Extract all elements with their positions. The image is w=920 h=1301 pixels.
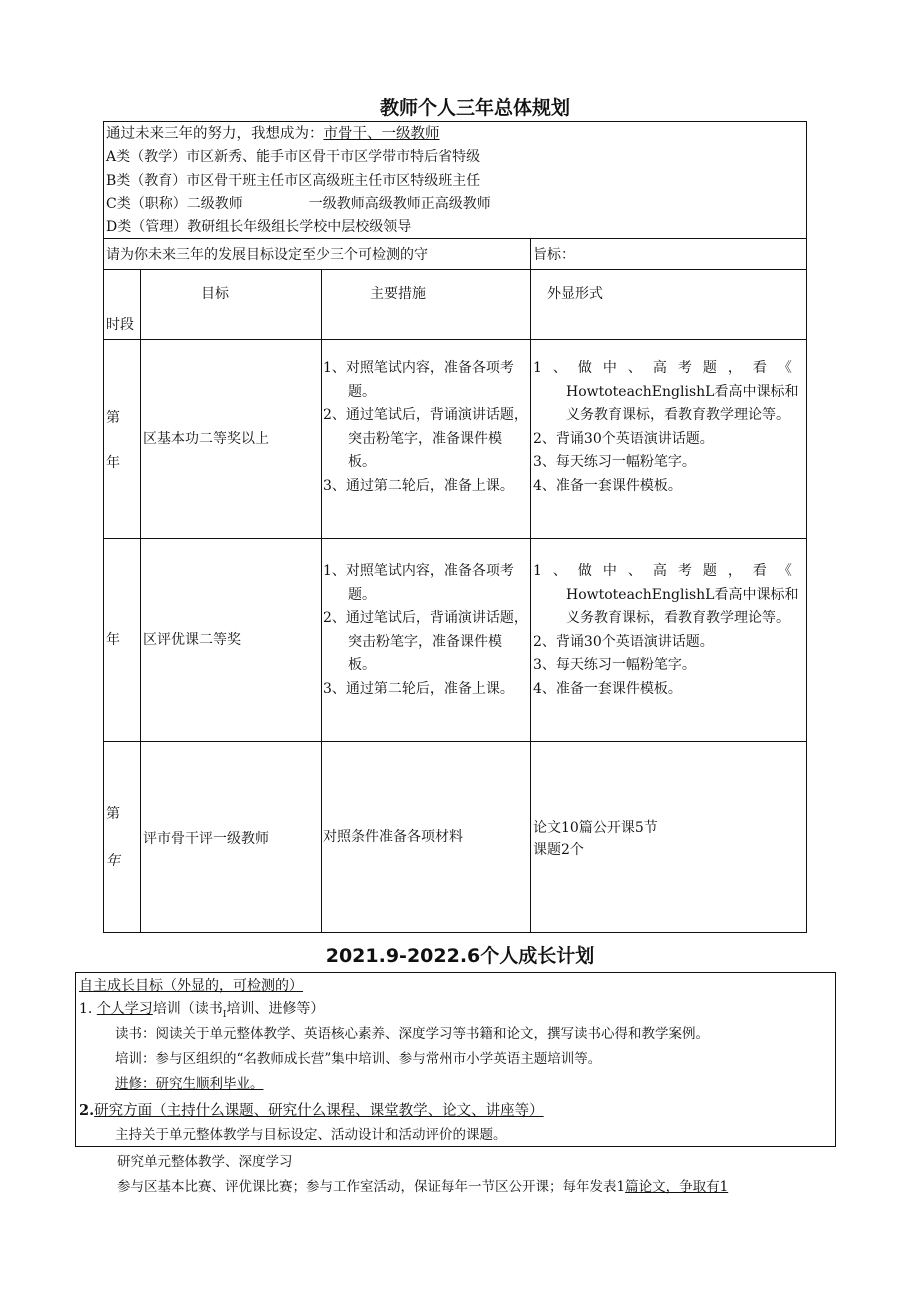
form-item: 3、每天练习一幅粉笔字。 bbox=[533, 454, 696, 470]
row3-forms bbox=[533, 817, 805, 861]
plan-reading: 读书：阅读关于单元整体教学、英语核心素养、深度学习等书籍和论文，撰写读书心得和教学案例。 bbox=[115, 1026, 709, 1042]
measure-item: 3、通过第二轮后，准备上课。 bbox=[323, 477, 514, 494]
row2-goal: 区评优课二等奖 bbox=[143, 632, 241, 648]
plan-section-2 bbox=[79, 1099, 544, 1123]
form-item: 1、做中、高考题，看《 bbox=[533, 360, 803, 376]
intro-line-c bbox=[106, 193, 491, 216]
intro-c-rest: 一级教师高级教师正高级教师 bbox=[308, 196, 491, 212]
form-item: 4、准备一套课件模板。 bbox=[533, 680, 682, 697]
row1-period-a: 第 bbox=[106, 410, 120, 426]
intro-line-d: D类（管理）教研组长年级组长学校中层校级领导 bbox=[106, 219, 412, 235]
row1-measures bbox=[323, 357, 528, 498]
form-item: 3、每天练习一幅粉笔字。 bbox=[533, 657, 696, 673]
section-rest-1: 培训（读书 bbox=[152, 1001, 223, 1017]
measure-item: 1、对照笔试内容，准备各项考题。 bbox=[323, 360, 514, 400]
form-item: 2、背诵30个英语演讲话题。 bbox=[533, 430, 714, 447]
row3-period-a: 第 bbox=[106, 806, 120, 822]
header-form: 外显形式 bbox=[547, 286, 603, 302]
form-item: HowtoteachEnglishL看高中课标和义务教育课标，看教育教学理论等。 bbox=[566, 383, 799, 423]
plan-header bbox=[79, 975, 303, 998]
intro-goal: 市骨干、一级教师 bbox=[323, 126, 440, 142]
plan-participate-a: 参与区基本比赛、评优课比赛；参与工作室活动，保证每年一节区公开课；每年发表1 bbox=[117, 1179, 626, 1195]
section-number: 2. bbox=[79, 1102, 95, 1119]
intro-line-b: B类（教育）市区骨干班主任市区高级班主任市区特级班主任 bbox=[106, 173, 481, 189]
measure-item: 1、对照笔试内容，准备各项考题。 bbox=[323, 563, 514, 603]
plan-header-text: 自主成长目标（外显的，可检测的） bbox=[79, 978, 303, 994]
intro-c-first: C类（职称）二级教师 bbox=[106, 196, 243, 212]
row2-measures bbox=[323, 560, 528, 701]
plan-training: 培训：参与区组织的“名教师成长营”集中培训、参与常州市小学英语主题培训等。 bbox=[115, 1051, 602, 1067]
form-item: 论文10篇公开课5节 bbox=[533, 820, 658, 836]
row3-goal: 评市骨干评一级教师 bbox=[143, 831, 269, 847]
intro-prefix: 通过未来三年的努力，我想成为： bbox=[106, 126, 324, 142]
intro-line-a: A类（教学）市区新秀、能手市区骨干市区学带市特后省特级 bbox=[106, 149, 481, 165]
measure-item: 3、通过第二轮后，准备上课。 bbox=[323, 680, 514, 697]
section-title-2: 研究方面（主持什么课题、研究什么课程、课堂教学、论文、讲座等） bbox=[94, 1103, 544, 1119]
setgoal-prompt: 请为你未来三年的发展目标设定至少三个可检测的守 bbox=[106, 247, 428, 263]
setgoal-label: 旨标： bbox=[533, 247, 575, 263]
section-title-1: 个人学习 bbox=[96, 1001, 153, 1017]
plan-research: 研究单元整体教学、深度学习 bbox=[117, 1154, 293, 1170]
measure-item: 2、通过笔试后，背诵演讲话题，突击粉笔字，准备课件模板。 bbox=[323, 610, 528, 673]
section-tail-1: 培训、进修等） bbox=[226, 1001, 325, 1017]
form-item: 1、做中、高考题，看《 bbox=[533, 563, 803, 579]
plan-participate-b: 篇论文，争取有1 bbox=[625, 1179, 729, 1195]
measure-item: 2、通过笔试后，背诵演讲话题，突击粉笔字，准备课件模板。 bbox=[323, 407, 528, 470]
section-mark: I bbox=[222, 1009, 227, 1020]
page-title: 教师个人三年总体规划 bbox=[379, 97, 570, 119]
row2-forms bbox=[533, 560, 805, 701]
row1-period-b: 年 bbox=[106, 455, 120, 471]
row1-forms bbox=[533, 357, 805, 498]
section-number: 1. bbox=[79, 1001, 93, 1017]
form-item: 2、背诵30个英语演讲话题。 bbox=[533, 633, 714, 650]
row1-goal: 区基本功二等奖以上 bbox=[143, 431, 269, 447]
plan-study-text: 进修：研究生顺利毕业。 bbox=[115, 1076, 264, 1092]
row2-period-b: 年 bbox=[106, 632, 120, 648]
plan-host: 主持关于单元整体教学与目标设定、活动设计和活动评价的课题。 bbox=[115, 1127, 507, 1143]
plan-study bbox=[115, 1073, 264, 1096]
form-item: 课题2个 bbox=[533, 842, 584, 858]
header-measures: 主要措施 bbox=[370, 286, 426, 302]
row3-measures: 对照条件准备各项材料 bbox=[323, 829, 463, 845]
form-item: HowtoteachEnglishL看高中课标和义务教育课标，看教育教学理论等。 bbox=[566, 586, 799, 626]
plan-participate bbox=[117, 1176, 728, 1199]
intro-line-goal bbox=[106, 123, 440, 146]
header-goal: 目标 bbox=[201, 286, 229, 302]
row3-period-b: 年 bbox=[106, 853, 120, 869]
form-item: 4、准备一套课件模板。 bbox=[533, 477, 682, 494]
header-period: 时段 bbox=[106, 317, 134, 333]
section-title: 2021.9-2022.6个人成长计划 bbox=[325, 945, 595, 967]
